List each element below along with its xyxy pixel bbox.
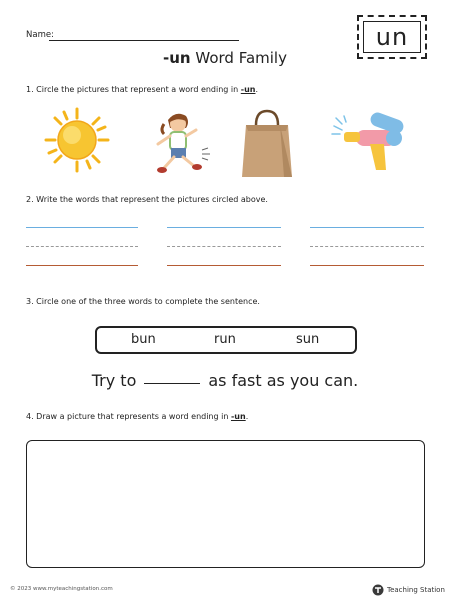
instruction-2: 2. Write the words that represent the pictures circled above.: [26, 195, 268, 204]
word-choice[interactable]: run: [214, 332, 236, 347]
write-line-top: [167, 227, 281, 228]
instruction-4: [26, 412, 248, 421]
word-choice[interactable]: sun: [296, 332, 320, 347]
instruction-4-suffix: .: [245, 412, 249, 421]
instruction-1-suffix: .: [255, 85, 259, 94]
sentence-start: Try to: [91, 371, 137, 390]
teaching-station-logo-icon: [372, 584, 384, 596]
instruction-1-text: 1. Circle the pictures that represent a word ending in: [26, 85, 241, 94]
write-line-mid: [26, 246, 138, 247]
instruction-1-emph: -un: [240, 85, 256, 94]
brand-logo: [372, 584, 445, 596]
instruction-4-text: 4. Draw a picture that represents a word ending in: [26, 412, 231, 421]
instruction-3: 3. Circle one of the three words to complete the sentence.: [26, 297, 260, 306]
title-rest: Word Family: [190, 49, 287, 67]
title-prefix: -un: [163, 49, 191, 67]
word-family-badge: [357, 15, 427, 59]
write-line-mid: [310, 246, 424, 247]
running-child-icon[interactable]: [150, 110, 214, 178]
instruction-4-emph: -un: [230, 412, 246, 421]
water-gun-icon[interactable]: [330, 112, 412, 178]
fill-in-sentence: [0, 371, 450, 390]
sentence-end: as fast as you can.: [208, 371, 359, 390]
write-line-mid: [167, 246, 281, 247]
sun-icon[interactable]: [43, 106, 111, 174]
name-field[interactable]: [49, 40, 239, 41]
write-line-base[interactable]: [26, 265, 138, 266]
drawing-area[interactable]: [26, 440, 425, 568]
write-line-base[interactable]: [167, 265, 281, 266]
word-choice-box: [95, 326, 357, 354]
sentence-blank[interactable]: [144, 383, 200, 384]
badge-label: un: [363, 21, 421, 53]
word-choice[interactable]: bun: [131, 332, 156, 347]
brand-name: Teaching Station: [387, 586, 445, 594]
name-label: Name:: [26, 30, 54, 40]
paper-bag-icon[interactable]: [240, 107, 294, 179]
write-line-top: [26, 227, 138, 228]
instruction-1: [26, 85, 258, 94]
copyright-text: © 2023 www.myteachingstation.com: [10, 586, 113, 592]
write-line-top: [310, 227, 424, 228]
write-line-base[interactable]: [310, 265, 424, 266]
